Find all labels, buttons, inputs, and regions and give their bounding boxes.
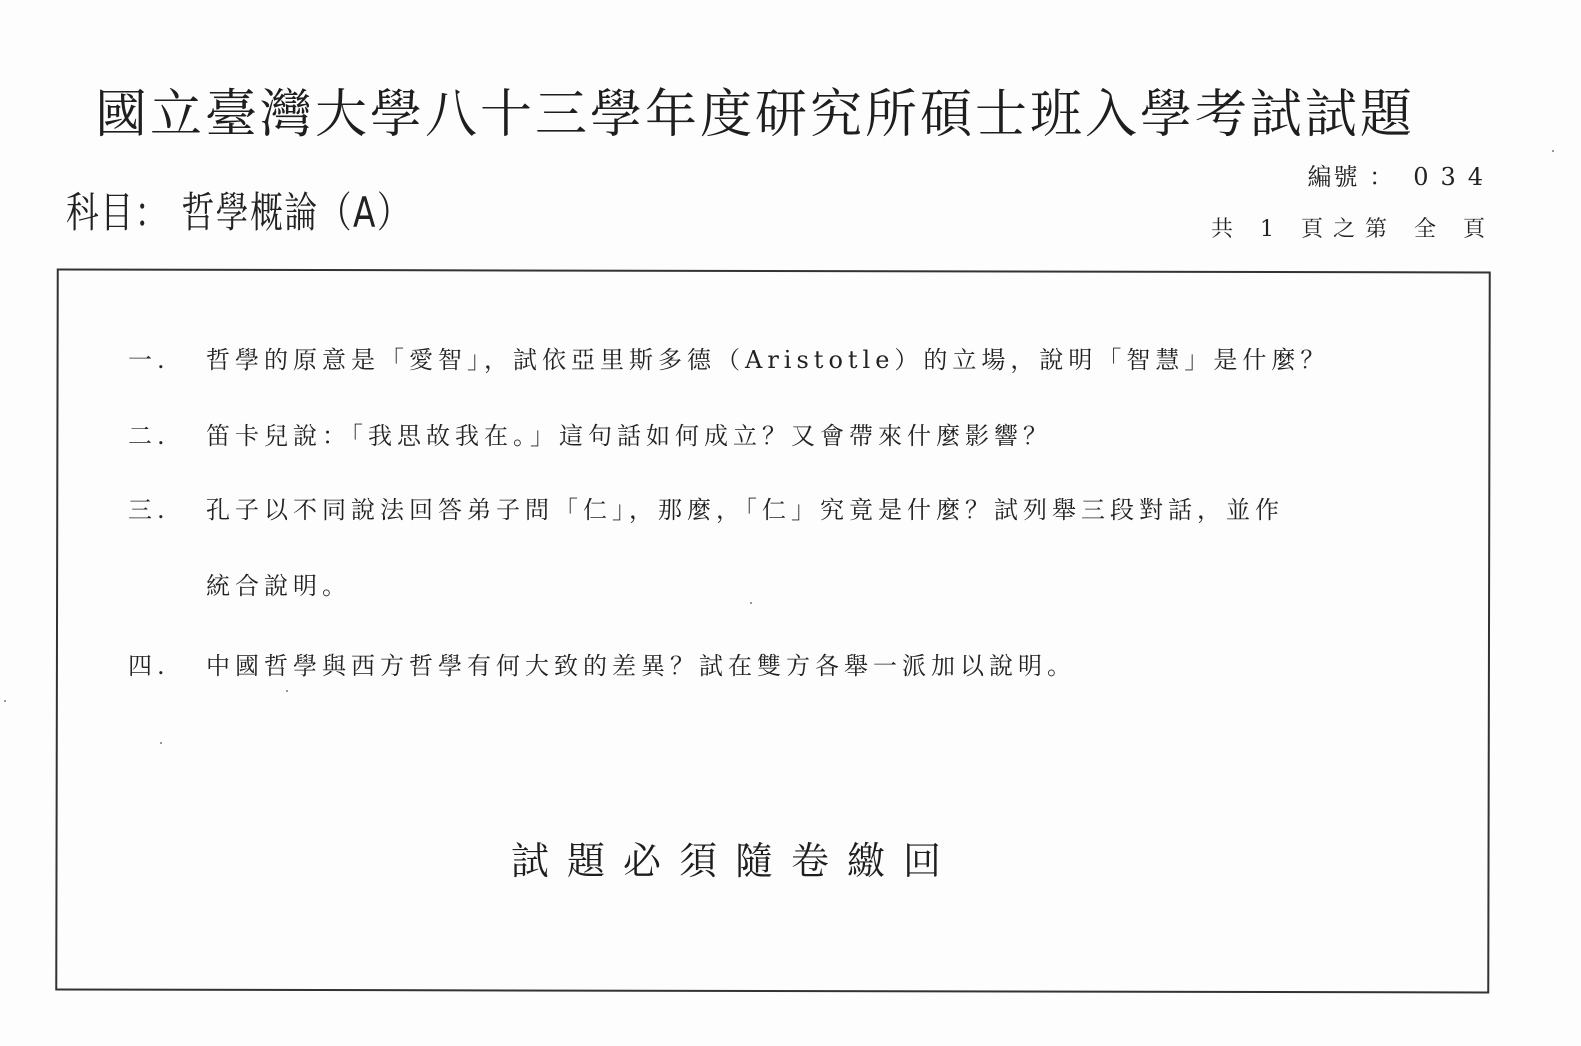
scan-speck — [286, 690, 288, 692]
exam-code-label: 編號 ： — [1307, 163, 1396, 191]
return-notice: 試題必須隨卷繳回 — [510, 839, 959, 883]
question-3 — [128, 490, 1284, 525]
page-info: 共 1 頁之第 全 頁 — [1211, 217, 1495, 242]
question-text: 笛卡兒說：「我思故我在。」這句話如何成立？又會帶來什麼影響？ — [206, 422, 1052, 450]
question-number: 三. — [128, 496, 170, 524]
scan-speck — [160, 742, 162, 744]
question-2 — [128, 416, 1052, 451]
question-number: 二. — [128, 422, 170, 450]
exam-code — [1308, 157, 1495, 192]
exam-title: 國立臺灣大學八十三學年度研究所碩士班入學考試試題 — [95, 85, 1416, 145]
question-3-continuation: 統合說明。 — [206, 572, 351, 600]
question-text: 中國哲學與西方哲學有何大致的差異？試在雙方各舉一派加以說明。 — [206, 652, 1076, 680]
question-1 — [128, 340, 1329, 375]
subject-label: 科目： — [66, 188, 169, 237]
scan-speck — [4, 700, 6, 702]
scan-speck — [750, 602, 752, 604]
question-4 — [128, 646, 1076, 681]
question-number: 一. — [128, 346, 170, 374]
question-text: 哲學的原意是「愛智」，試依亞里斯多德（Aristotle）的立場，說明「智慧」是什麼？ — [206, 346, 1330, 374]
subject-line — [66, 180, 411, 240]
question-text: 孔子以不同說法回答弟子問「仁」，那麼，「仁」究竟是什麼？試列舉三段對話，並作 — [206, 496, 1284, 524]
exam-code-value: 034 — [1413, 163, 1495, 191]
question-number: 四. — [128, 652, 170, 680]
subject-value: 哲學概論（A） — [181, 188, 412, 237]
scan-speck — [1552, 150, 1554, 152]
